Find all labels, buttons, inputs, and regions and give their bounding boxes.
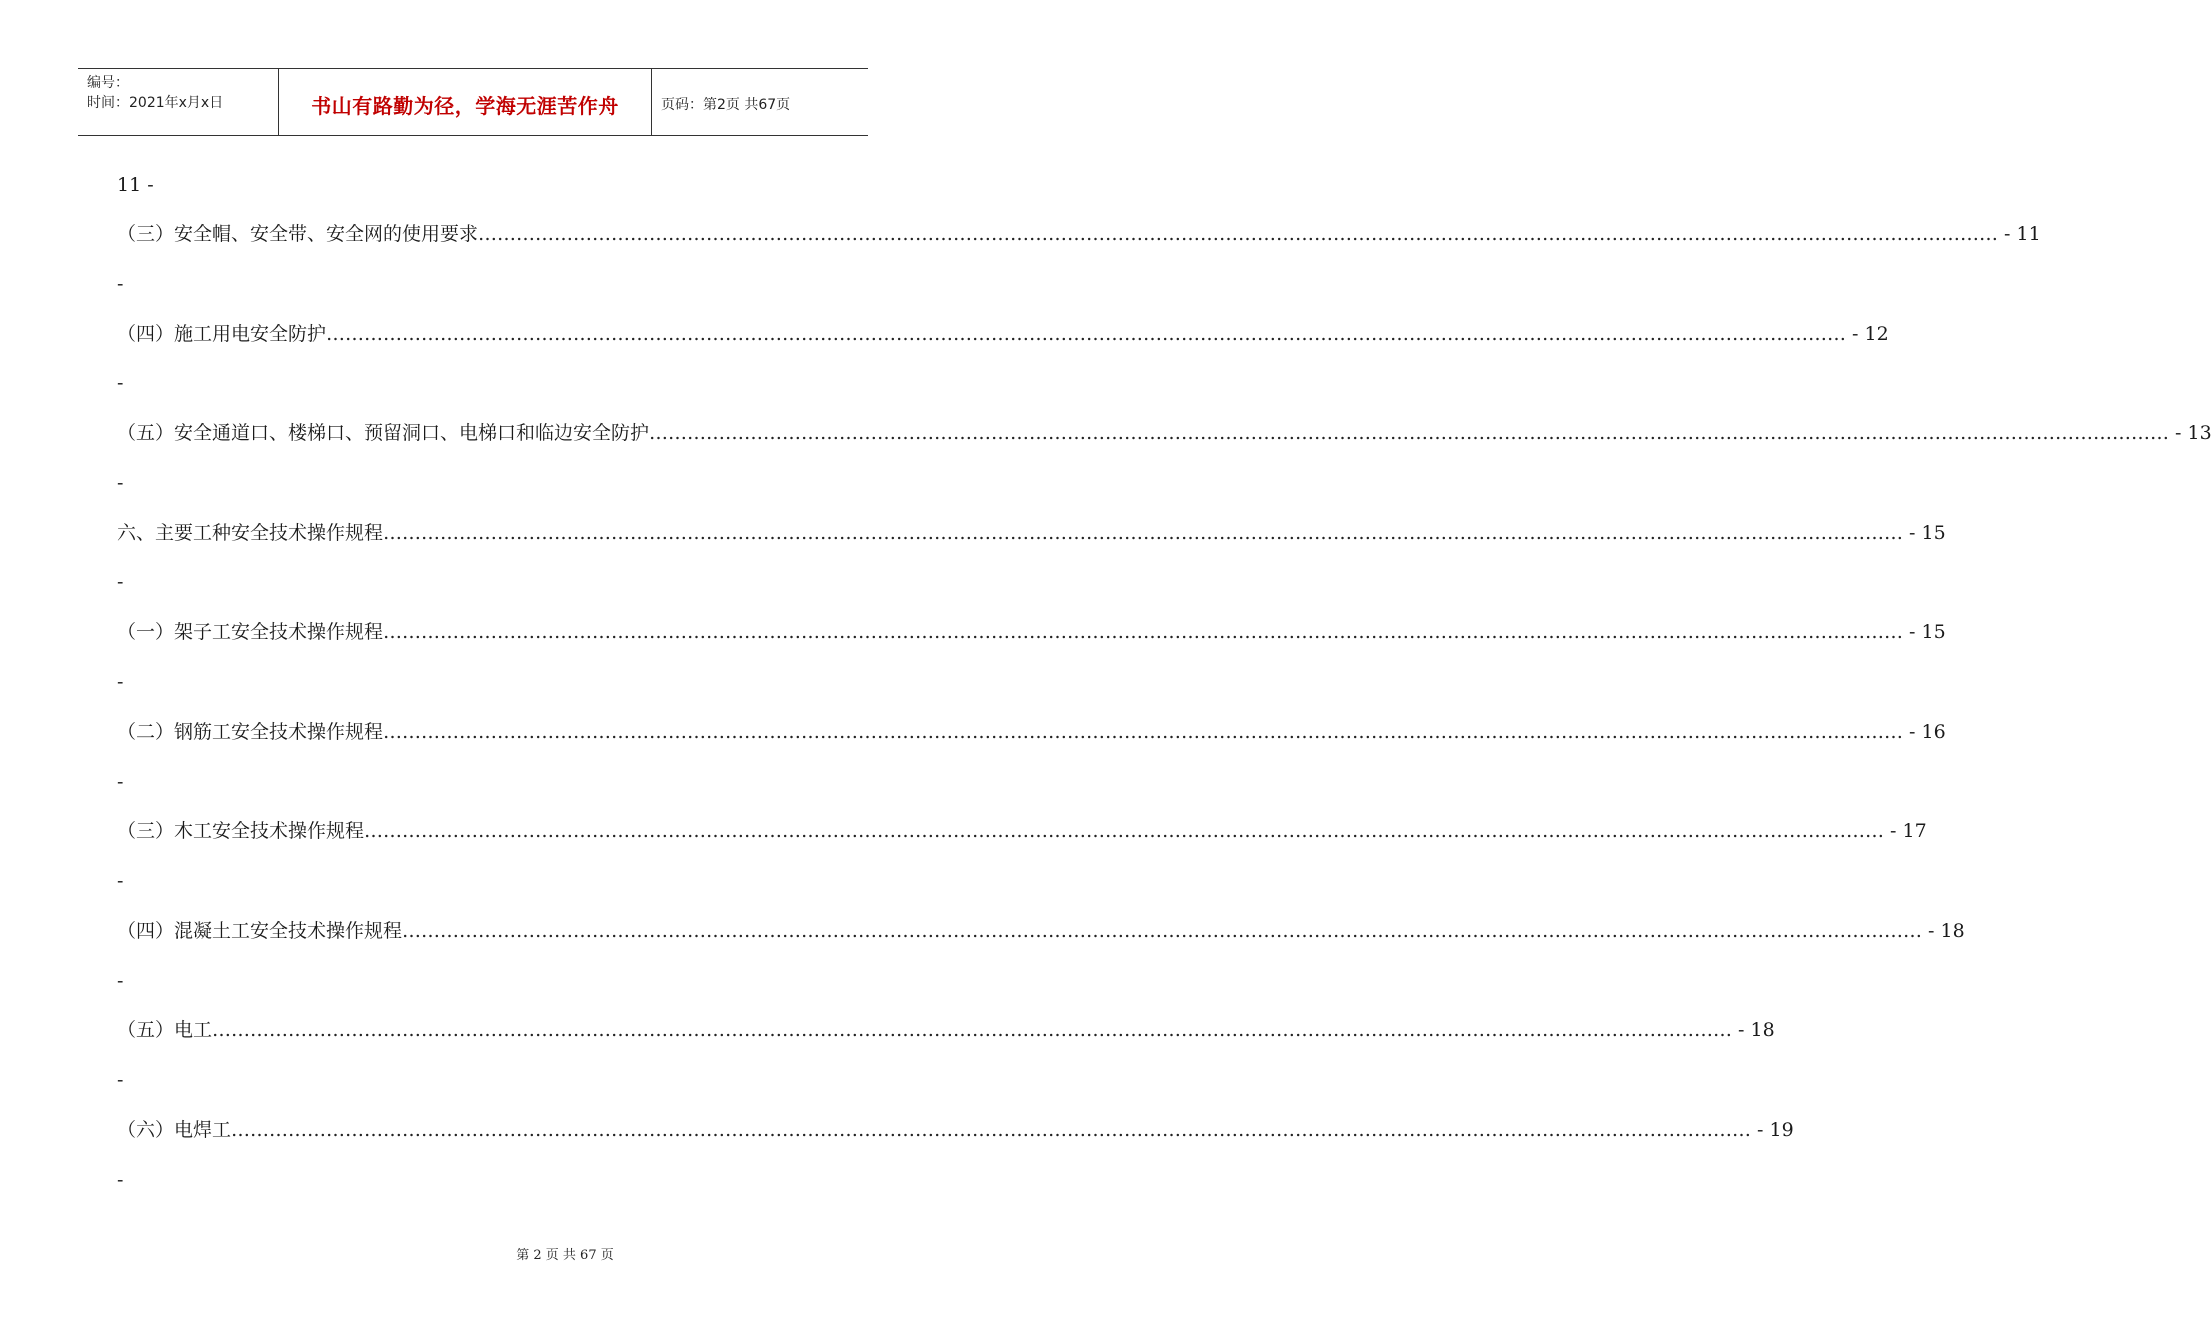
toc-entry-page: - 18 (1738, 1019, 1775, 1041)
number-label: 编号： (87, 75, 129, 91)
toc-entry-tail: - (117, 571, 124, 593)
header-meta (78, 69, 279, 135)
toc-entry-title: （五）电工 (117, 1019, 213, 1041)
toc-entry-title: （三）安全帽、安全带、安全网的使用要求 (117, 223, 479, 245)
toc-entry-title: 六、主要工种安全技术操作规程 (117, 522, 384, 544)
toc-entry-title: （四）施工用电安全防护 (117, 323, 327, 345)
toc-entry-title: （五）安全通道口、楼梯口、预留洞口、电梯口和临边安全防护 (117, 422, 650, 444)
dot-leader: …………………………………………………………………………………………………………………………………………………………………………………………………………………… (649, 422, 2170, 444)
toc-entry[interactable] (117, 222, 2041, 246)
toc-entry-tail: - (117, 771, 124, 793)
toc-entry[interactable] (117, 620, 1946, 644)
dot-leader: …………………………………………………………………………………………………………………………………………………………………………………………………………………… (231, 1119, 1752, 1141)
toc-entry-page: - 15 (1909, 621, 1946, 643)
toc-entry-title: （三）木工安全技术操作规程 (117, 820, 365, 842)
toc-entry-tail: - (117, 472, 124, 494)
toc-entry-title: （四）混凝土工安全技术操作规程 (117, 920, 403, 942)
toc-entry[interactable] (117, 521, 1946, 545)
toc-entry[interactable] (117, 421, 2212, 445)
toc-entry-page: - 19 (1757, 1119, 1794, 1141)
toc-entry[interactable] (117, 919, 1965, 943)
toc-entry-tail: - (117, 1169, 124, 1191)
toc-entry-tail: - (117, 1069, 124, 1091)
dot-leader: …………………………………………………………………………………………………………………………………………………………………………………………………………………… (364, 820, 1885, 842)
dot-leader: …………………………………………………………………………………………………………………………………………………………………………………………………………………… (326, 323, 1847, 345)
dot-leader: …………………………………………………………………………………………………………………………………………………………………………………………………………………… (212, 1019, 1733, 1041)
header-page-info (652, 69, 868, 135)
time-label: 时间：2021年x月x日 (87, 95, 224, 111)
toc-entry[interactable] (117, 1018, 1775, 1042)
toc-entry[interactable] (117, 720, 1946, 744)
toc-entry-page: - 15 (1909, 522, 1946, 544)
toc-entry-page: - 12 (1852, 323, 1889, 345)
toc-entry-tail: - (117, 870, 124, 892)
toc-entry[interactable] (117, 322, 1889, 346)
toc-entry-tail: - (117, 671, 124, 693)
dot-leader: …………………………………………………………………………………………………………………………………………………………………………………………………………………… (383, 621, 1904, 643)
toc-entry-page: - 18 (1928, 920, 1965, 942)
dot-leader: …………………………………………………………………………………………………………………………………………………………………………………………………………………… (383, 522, 1904, 544)
header-motto-cell (279, 69, 652, 135)
toc-entry-tail: - (117, 273, 124, 295)
toc-entry-tail: - (117, 970, 124, 992)
toc-entry[interactable] (117, 1118, 1794, 1142)
toc-entry[interactable] (117, 819, 1927, 843)
page-info-text: 页码：第2页 共67页 (661, 97, 791, 113)
toc-entry-page: - 16 (1909, 721, 1946, 743)
dot-leader: …………………………………………………………………………………………………………………………………………………………………………………………………………………… (402, 920, 1923, 942)
dot-leader: …………………………………………………………………………………………………………………………………………………………………………………………………………………… (478, 223, 1999, 245)
toc-entry-page: - 17 (1890, 820, 1927, 842)
toc-entry-title: （六）电焊工 (117, 1119, 232, 1141)
toc-entry-page: - 11 (2004, 223, 2041, 245)
dot-leader: …………………………………………………………………………………………………………………………………………………………………………………………………………………… (383, 721, 1904, 743)
toc-entry-tail: - (117, 372, 124, 394)
motto-text: 书山有路勤为径，学海无涯苦作舟 (311, 93, 619, 118)
toc-entry-title: （一）架子工安全技术操作规程 (117, 621, 384, 643)
toc-leading-fragment: 11 - (117, 174, 154, 196)
toc-entry-title: （二）钢筋工安全技术操作规程 (117, 721, 384, 743)
toc-entry-page: - 13 (2175, 422, 2212, 444)
page-footer: 第 2 页 共 67 页 (516, 1248, 614, 1263)
page-header (78, 68, 868, 136)
